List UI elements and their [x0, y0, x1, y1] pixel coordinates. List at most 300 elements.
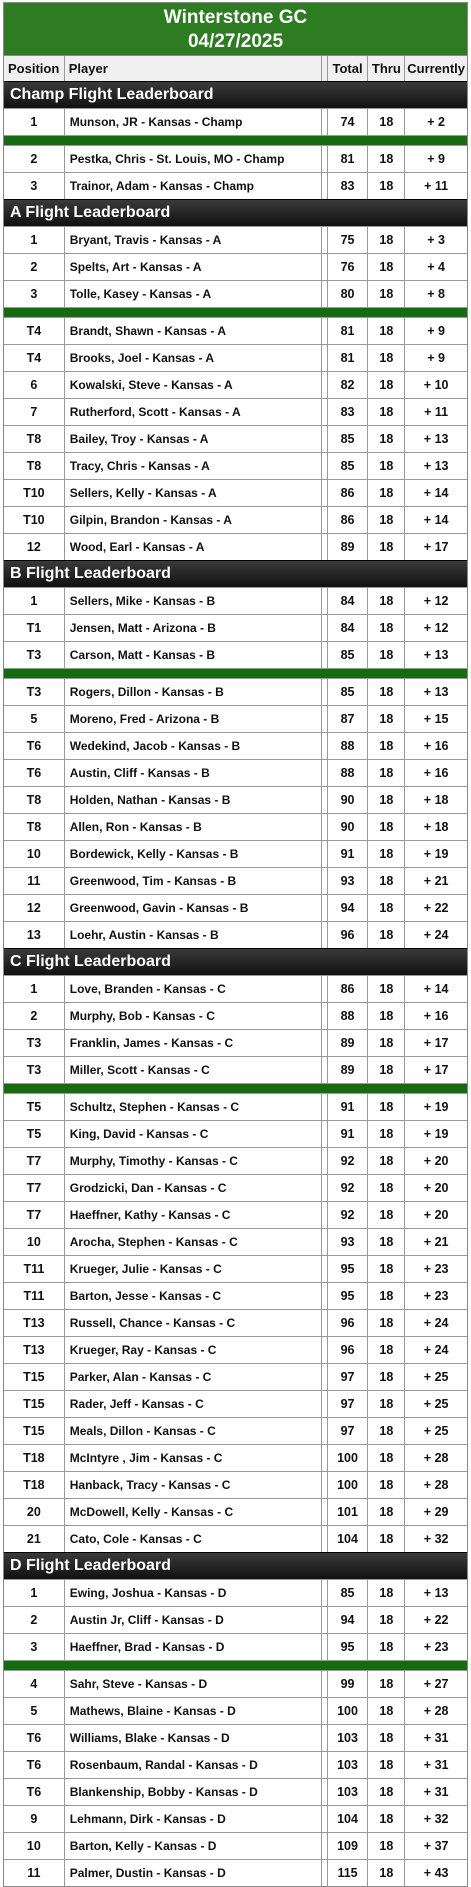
total-cell: 97: [328, 1364, 369, 1390]
currently-cell: + 23: [423, 1262, 449, 1276]
thru-cell: 18: [368, 173, 405, 199]
table-row: [4, 1417, 467, 1444]
currently-cell: + 13: [423, 648, 449, 662]
currently-cell: + 43: [423, 1866, 449, 1880]
position-cell: 21: [4, 1526, 65, 1552]
currently-cell: + 21: [423, 874, 449, 888]
column-header-currently: Currently: [407, 61, 466, 76]
table-row: [4, 641, 467, 668]
currently-cell: + 21: [423, 1235, 449, 1249]
flight-section-title: D Flight Leaderboard: [4, 1552, 467, 1579]
thru-cell: 18: [368, 1526, 405, 1552]
player-cell: Love, Branden - Kansas - C: [65, 976, 322, 1002]
total-cell: 97: [328, 1391, 369, 1417]
position-cell: 12: [4, 534, 65, 560]
currently-cell: + 10: [423, 378, 449, 392]
total-cell: 76: [328, 254, 369, 280]
thru-cell: 18: [368, 480, 405, 506]
position-cell: T7: [4, 1202, 65, 1228]
total-cell: 85: [328, 453, 369, 479]
total-cell: 96: [328, 1337, 369, 1363]
player-cell: Allen, Ron - Kansas - B: [65, 814, 322, 840]
player-cell: Barton, Kelly - Kansas - D: [65, 1833, 322, 1859]
thru-cell: 18: [368, 1202, 405, 1228]
cut-line-divider: [4, 1660, 467, 1670]
player-cell: Wedekind, Jacob - Kansas - B: [65, 733, 322, 759]
total-cell: 104: [328, 1526, 369, 1552]
player-cell: Krueger, Julie - Kansas - C: [65, 1256, 322, 1282]
player-cell: Meals, Dillon - Kansas - C: [65, 1418, 322, 1444]
thru-cell: 18: [368, 399, 405, 425]
event-date: 04/27/2025: [187, 31, 284, 52]
total-cell: 99: [328, 1671, 369, 1697]
currently-cell: + 8: [427, 287, 446, 301]
position-cell: T7: [4, 1148, 65, 1174]
currently-cell: + 17: [423, 1063, 449, 1077]
total-cell: 90: [328, 814, 369, 840]
currently-cell: + 25: [423, 1397, 449, 1411]
position-cell: 20: [4, 1499, 65, 1525]
thru-cell: 18: [368, 1030, 405, 1056]
thru-cell: 18: [368, 426, 405, 452]
table-row: [4, 317, 467, 344]
player-cell: Munson, JR - Kansas - Champ: [65, 109, 322, 135]
table-row: [4, 975, 467, 1002]
position-cell: 1: [4, 109, 65, 135]
position-cell: T6: [4, 760, 65, 786]
position-cell: 1: [4, 976, 65, 1002]
player-cell: Miller, Scott - Kansas - C: [65, 1057, 322, 1083]
player-cell: Mathews, Blaine - Kansas - D: [65, 1698, 322, 1724]
thru-cell: 18: [368, 1698, 405, 1724]
cut-line-divider: [4, 668, 467, 678]
position-cell: 7: [4, 399, 65, 425]
column-header-thru: Thru: [368, 56, 405, 81]
table-row: [4, 1832, 467, 1859]
position-cell: 10: [4, 841, 65, 867]
currently-cell: + 9: [427, 324, 446, 338]
position-cell: 10: [4, 1833, 65, 1859]
total-cell: 103: [328, 1779, 369, 1805]
currently-cell: + 13: [423, 1586, 449, 1600]
currently-cell: + 14: [423, 513, 449, 527]
position-cell: T8: [4, 814, 65, 840]
leaderboard: [3, 2, 468, 1887]
currently-cell: + 2: [427, 115, 446, 129]
table-row: [4, 1174, 467, 1201]
table-row: [4, 1859, 467, 1886]
currently-cell: + 32: [423, 1812, 449, 1826]
position-cell: T6: [4, 1779, 65, 1805]
player-cell: Rogers, Dillon - Kansas - B: [65, 679, 322, 705]
table-row: [4, 452, 467, 479]
player-cell: Schultz, Stephen - Kansas - C: [65, 1094, 322, 1120]
player-cell: Bailey, Troy - Kansas - A: [65, 426, 322, 452]
player-cell: Murphy, Timothy - Kansas - C: [65, 1148, 322, 1174]
position-cell: 10: [4, 1229, 65, 1255]
table-row: [4, 1147, 467, 1174]
table-row: [4, 867, 467, 894]
thru-cell: 18: [368, 733, 405, 759]
thru-cell: 18: [368, 1806, 405, 1832]
total-cell: 84: [328, 588, 369, 614]
thru-cell: 18: [368, 1310, 405, 1336]
player-cell: Russell, Chance - Kansas - C: [65, 1310, 322, 1336]
currently-cell: + 13: [423, 459, 449, 473]
currently-cell: + 16: [423, 1009, 449, 1023]
position-cell: T4: [4, 318, 65, 344]
player-cell: Pestka, Chris - St. Louis, MO - Champ: [65, 146, 322, 172]
player-cell: Kowalski, Steve - Kansas - A: [65, 372, 322, 398]
currently-cell: + 19: [423, 847, 449, 861]
thru-cell: 18: [368, 615, 405, 641]
currently-cell: + 16: [423, 739, 449, 753]
total-cell: 88: [328, 760, 369, 786]
position-cell: 6: [4, 372, 65, 398]
table-row: [4, 1228, 467, 1255]
position-cell: 2: [4, 146, 65, 172]
table-row: [4, 533, 467, 560]
position-cell: T7: [4, 1175, 65, 1201]
currently-cell: + 20: [423, 1154, 449, 1168]
table-row: [4, 1201, 467, 1228]
total-cell: 74: [328, 109, 369, 135]
player-cell: Parker, Alan - Kansas - C: [65, 1364, 322, 1390]
table-row: [4, 1633, 467, 1660]
currently-cell: + 24: [423, 1316, 449, 1330]
total-cell: 104: [328, 1806, 369, 1832]
total-cell: 91: [328, 1121, 369, 1147]
total-cell: 95: [328, 1256, 369, 1282]
player-cell: Haeffner, Kathy - Kansas - C: [65, 1202, 322, 1228]
thru-cell: 18: [368, 534, 405, 560]
thru-cell: 18: [368, 281, 405, 307]
table-row: [4, 226, 467, 253]
currently-cell: + 4: [427, 260, 446, 274]
currently-cell: + 23: [423, 1289, 449, 1303]
table-row: [4, 1805, 467, 1832]
thru-cell: 18: [368, 1580, 405, 1606]
currently-cell: + 27: [423, 1677, 449, 1691]
currently-cell: + 28: [423, 1478, 449, 1492]
position-cell: T11: [4, 1283, 65, 1309]
position-cell: 1: [4, 588, 65, 614]
thru-cell: 18: [368, 1860, 405, 1886]
player-cell: McIntyre , Jim - Kansas - C: [65, 1445, 322, 1471]
total-cell: 96: [328, 922, 369, 948]
player-cell: Rosenbaum, Randal - Kansas - D: [65, 1752, 322, 1778]
total-cell: 101: [328, 1499, 369, 1525]
currently-cell: + 20: [423, 1208, 449, 1222]
currently-cell: + 15: [423, 712, 449, 726]
thru-cell: 18: [368, 1607, 405, 1633]
column-header-player: Player: [65, 56, 322, 81]
currently-cell: + 24: [423, 928, 449, 942]
table-row: [4, 1336, 467, 1363]
player-cell: Sellers, Mike - Kansas - B: [65, 588, 322, 614]
table-row: [4, 1724, 467, 1751]
position-cell: T6: [4, 1752, 65, 1778]
table-row: [4, 1444, 467, 1471]
total-cell: 96: [328, 1310, 369, 1336]
total-cell: 87: [328, 706, 369, 732]
total-cell: 100: [328, 1698, 369, 1724]
player-cell: McDowell, Kelly - Kansas - C: [65, 1499, 322, 1525]
position-cell: 2: [4, 1003, 65, 1029]
total-cell: 86: [328, 480, 369, 506]
thru-cell: 18: [368, 841, 405, 867]
table-row: [4, 1390, 467, 1417]
player-cell: Austin Jr, Cliff - Kansas - D: [65, 1607, 322, 1633]
total-cell: 93: [328, 1229, 369, 1255]
total-cell: 86: [328, 976, 369, 1002]
position-cell: T3: [4, 1030, 65, 1056]
player-cell: Jensen, Matt - Arizona - B: [65, 615, 322, 641]
currently-cell: + 9: [427, 351, 446, 365]
total-cell: 92: [328, 1148, 369, 1174]
position-cell: T15: [4, 1364, 65, 1390]
player-cell: Sahr, Steve - Kansas - D: [65, 1671, 322, 1697]
table-row: [4, 1697, 467, 1724]
total-cell: 89: [328, 1057, 369, 1083]
total-cell: 103: [328, 1752, 369, 1778]
position-cell: T8: [4, 453, 65, 479]
thru-cell: 18: [368, 1148, 405, 1174]
total-cell: 81: [328, 318, 369, 344]
player-cell: Wood, Earl - Kansas - A: [65, 534, 322, 560]
player-cell: Brooks, Joel - Kansas - A: [65, 345, 322, 371]
cut-line-divider: [4, 307, 467, 317]
position-cell: 4: [4, 1671, 65, 1697]
player-cell: Krueger, Ray - Kansas - C: [65, 1337, 322, 1363]
position-cell: T6: [4, 1725, 65, 1751]
thru-cell: 18: [368, 1833, 405, 1859]
position-cell: T3: [4, 642, 65, 668]
thru-cell: 18: [368, 760, 405, 786]
player-cell: Haeffner, Brad - Kansas - D: [65, 1634, 322, 1660]
currently-cell: + 28: [423, 1451, 449, 1465]
table-row: [4, 1120, 467, 1147]
currently-cell: + 13: [423, 685, 449, 699]
table-row: [4, 1670, 467, 1697]
thru-cell: 18: [368, 814, 405, 840]
total-cell: 88: [328, 1003, 369, 1029]
currently-cell: + 14: [423, 486, 449, 500]
thru-cell: 18: [368, 1364, 405, 1390]
table-row: [4, 425, 467, 452]
thru-cell: 18: [368, 372, 405, 398]
player-cell: Loehr, Austin - Kansas - B: [65, 922, 322, 948]
currently-cell: + 23: [423, 1640, 449, 1654]
column-header-total: Total: [328, 56, 369, 81]
thru-cell: 18: [368, 1391, 405, 1417]
thru-cell: 18: [368, 976, 405, 1002]
total-cell: 85: [328, 642, 369, 668]
thru-cell: 18: [368, 642, 405, 668]
currently-cell: + 3: [427, 233, 446, 247]
table-row: [4, 1606, 467, 1633]
thru-cell: 18: [368, 1094, 405, 1120]
table-row: [4, 280, 467, 307]
total-cell: 90: [328, 787, 369, 813]
total-cell: 100: [328, 1445, 369, 1471]
total-cell: 89: [328, 534, 369, 560]
position-cell: T11: [4, 1256, 65, 1282]
position-cell: T8: [4, 787, 65, 813]
position-cell: T18: [4, 1472, 65, 1498]
total-cell: 84: [328, 615, 369, 641]
currently-cell: + 20: [423, 1181, 449, 1195]
total-cell: 92: [328, 1175, 369, 1201]
currently-cell: + 28: [423, 1704, 449, 1718]
position-cell: T5: [4, 1094, 65, 1120]
table-row: [4, 705, 467, 732]
player-cell: Franklin, James - Kansas - C: [65, 1030, 322, 1056]
position-cell: 12: [4, 895, 65, 921]
table-row: [4, 253, 467, 280]
currently-cell: + 22: [423, 901, 449, 915]
thru-cell: 18: [368, 453, 405, 479]
total-cell: 88: [328, 733, 369, 759]
total-cell: 91: [328, 841, 369, 867]
total-cell: 83: [328, 173, 369, 199]
table-row: [4, 145, 467, 172]
total-cell: 95: [328, 1283, 369, 1309]
position-cell: 1: [4, 227, 65, 253]
thru-cell: 18: [368, 254, 405, 280]
thru-cell: 18: [368, 1121, 405, 1147]
table-row: [4, 894, 467, 921]
thru-cell: 18: [368, 588, 405, 614]
thru-cell: 18: [368, 146, 405, 172]
total-cell: 85: [328, 426, 369, 452]
currently-cell: + 11: [424, 405, 449, 419]
player-cell: Gilpin, Brandon - Kansas - A: [65, 507, 322, 533]
currently-cell: + 19: [423, 1100, 449, 1114]
thru-cell: 18: [368, 1779, 405, 1805]
currently-cell: + 16: [423, 766, 449, 780]
table-row: [4, 1029, 467, 1056]
player-cell: Lehmann, Dirk - Kansas - D: [65, 1806, 322, 1832]
total-cell: 86: [328, 507, 369, 533]
position-cell: T1: [4, 615, 65, 641]
position-cell: 3: [4, 173, 65, 199]
currently-cell: + 31: [423, 1758, 449, 1772]
table-row: [4, 1056, 467, 1083]
thru-cell: 18: [368, 1634, 405, 1660]
thru-cell: 18: [368, 1229, 405, 1255]
currently-cell: + 18: [423, 820, 449, 834]
thru-cell: 18: [368, 868, 405, 894]
currently-cell: + 18: [423, 793, 449, 807]
player-cell: Grodzicki, Dan - Kansas - C: [65, 1175, 322, 1201]
player-cell: Greenwood, Gavin - Kansas - B: [65, 895, 322, 921]
table-row: [4, 1255, 467, 1282]
table-row: [4, 1498, 467, 1525]
player-cell: Cato, Cole - Kansas - C: [65, 1526, 322, 1552]
position-cell: 3: [4, 281, 65, 307]
player-cell: Holden, Nathan - Kansas - B: [65, 787, 322, 813]
thru-cell: 18: [368, 679, 405, 705]
position-cell: 13: [4, 922, 65, 948]
flight-section-title: B Flight Leaderboard: [4, 560, 467, 587]
position-cell: T4: [4, 345, 65, 371]
player-cell: King, David - Kansas - C: [65, 1121, 322, 1147]
total-cell: 80: [328, 281, 369, 307]
table-row: [4, 506, 467, 533]
cut-line-divider: [4, 135, 467, 145]
total-cell: 109: [328, 1833, 369, 1859]
currently-cell: + 32: [423, 1532, 449, 1546]
total-cell: 91: [328, 1094, 369, 1120]
total-cell: 103: [328, 1725, 369, 1751]
thru-cell: 18: [368, 507, 405, 533]
thru-cell: 18: [368, 922, 405, 948]
table-row: [4, 1093, 467, 1120]
position-cell: 11: [4, 868, 65, 894]
player-cell: Trainor, Adam - Kansas - Champ: [65, 173, 322, 199]
table-row: [4, 1525, 467, 1552]
table-row: [4, 786, 467, 813]
table-row: [4, 371, 467, 398]
currently-cell: + 37: [423, 1839, 449, 1853]
currently-cell: + 14: [423, 982, 449, 996]
player-cell: Moreno, Fred - Arizona - B: [65, 706, 322, 732]
position-cell: T10: [4, 480, 65, 506]
table-row: [4, 759, 467, 786]
thru-cell: 18: [368, 109, 405, 135]
currently-cell: + 31: [423, 1785, 449, 1799]
currently-cell: + 22: [423, 1613, 449, 1627]
thru-cell: 18: [368, 1752, 405, 1778]
thru-cell: 18: [368, 1671, 405, 1697]
thru-cell: 18: [368, 895, 405, 921]
table-row: [4, 344, 467, 371]
position-cell: T5: [4, 1121, 65, 1147]
table-row: [4, 1282, 467, 1309]
table-row: [4, 921, 467, 948]
position-cell: T15: [4, 1418, 65, 1444]
currently-cell: + 12: [423, 594, 449, 608]
table-row: [4, 1309, 467, 1336]
table-row: [4, 1471, 467, 1498]
player-cell: Brandt, Shawn - Kansas - A: [65, 318, 322, 344]
table-row: [4, 678, 467, 705]
thru-cell: 18: [368, 1283, 405, 1309]
player-cell: Sellers, Kelly - Kansas - A: [65, 480, 322, 506]
total-cell: 83: [328, 399, 369, 425]
position-cell: 5: [4, 1698, 65, 1724]
table-row: [4, 587, 467, 614]
position-cell: T15: [4, 1391, 65, 1417]
table-row: [4, 1363, 467, 1390]
thru-cell: 18: [368, 1418, 405, 1444]
thru-cell: 18: [368, 1472, 405, 1498]
position-cell: 2: [4, 1607, 65, 1633]
currently-cell: + 17: [423, 1036, 449, 1050]
player-cell: Tracy, Chris - Kansas - A: [65, 453, 322, 479]
currently-cell: + 31: [423, 1731, 449, 1745]
position-cell: T3: [4, 1057, 65, 1083]
currently-cell: + 11: [424, 179, 449, 193]
course-name: Winterstone GC: [163, 7, 308, 28]
table-row: [4, 108, 467, 135]
table-row: [4, 398, 467, 425]
thru-cell: 18: [368, 1499, 405, 1525]
currently-cell: + 12: [423, 621, 449, 635]
total-cell: 92: [328, 1202, 369, 1228]
position-cell: T13: [4, 1337, 65, 1363]
